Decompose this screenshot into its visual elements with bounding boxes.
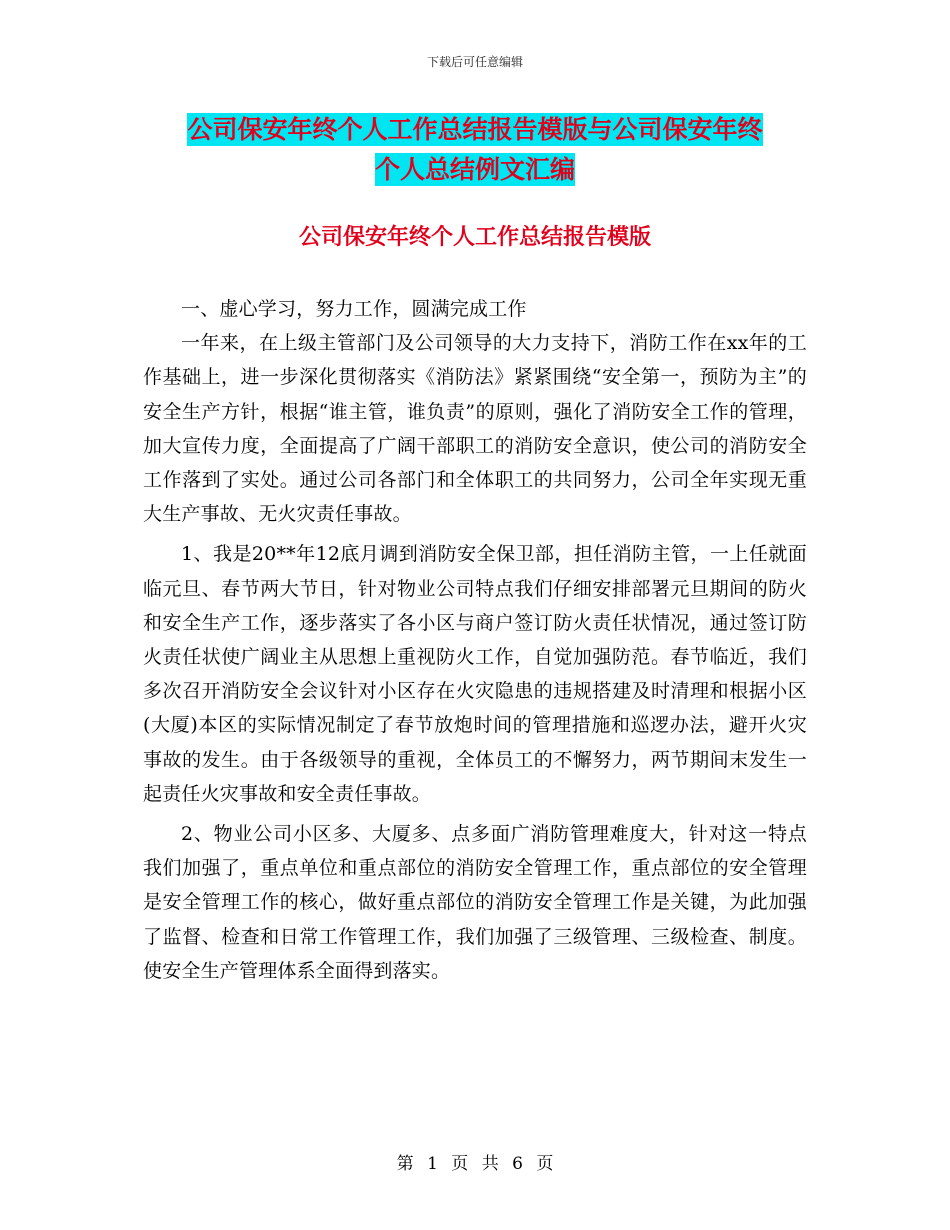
paragraph: 1、我是20**年12底月调到消防安全保卫部，担任消防主管，一上任就面临元旦、春节两大节日，针对物业公司特点我们仔细安排部署元旦期间的防火和安全生产工作，逐步落实了各小区与商户签订防火责任状情况，通过签订防火责任状使广阔业主从思想上重视防火工作，自觉加强防范。春节临近，我们多次召开消防安全会议针对小区存在火灾隐患的违规搭建及时清理和根据小区(大厦)本区的实际情况制定了春节放炮时间的管理措施和巡逻办法，避开火灾事故的发生。由于各级领导的重视，全体员工的不懈努力，两节期间末发生一起责任火灾事故和安全责任事故。: [143, 543, 807, 805]
document-title-line-1: 公司保安年终个人工作总结报告模版与公司保安年终: [187, 115, 763, 144]
paragraph: 2、物业公司小区多、大厦多、点多面广消防管理难度大，针对这一特点我们加强了，重点单位和重点部位的消防安全管理工作，重点部位的安全管理是安全管理工作的核心，做好重点部位的消防安全管理工作是关键，为此加强了监督、检查和日常工作管理工作，我们加强了三级管理、三级检查、制度。使安全生产管理体系全面得到落实。: [143, 823, 807, 982]
paragraph: 一年来，在上级主管部门及公司领导的大力支持下，消防工作在xx年的工作基础上，进一步深化贯彻落实《消防法》紧紧围绕“安全第一，预防为主”的安全生产方针，根据“谁主管，谁负责”的原则，强化了消防安全工作的管理，加大宣传力度，全面提高了广阔干部职工的消防安全意识，使公司的消防安全工作落到了实处。通过公司各部门和全体职工的共同努力，公司全年实现无重大生产事故、无火灾责任事故。: [143, 332, 807, 526]
document-body: [143, 292, 807, 988]
section-title: 公司保安年终个人工作总结报告模版: [298, 225, 651, 250]
document-title: [140, 110, 810, 190]
header-note: 下载后可任意编辑: [426, 55, 523, 69]
page-number-footer: 第 1 页 共 6 页: [396, 1154, 554, 1174]
document-title-line-2: 个人总结例文汇编: [374, 155, 575, 184]
paragraph-heading: 一、虚心学习，努力工作，圆满完成工作: [181, 298, 527, 320]
